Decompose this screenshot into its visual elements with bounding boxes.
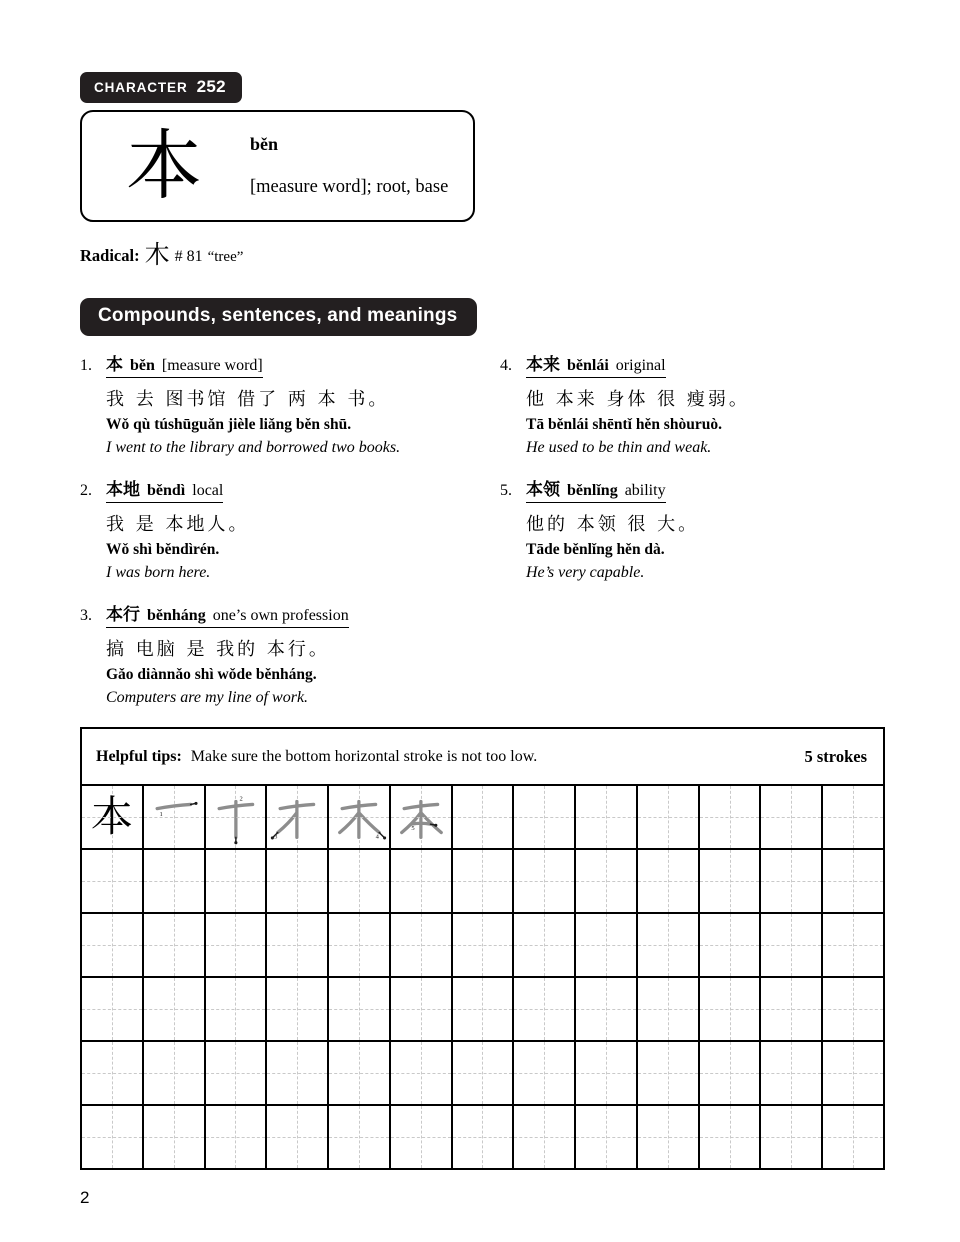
headword-english: one’s own profession [212, 607, 349, 624]
practice-cell[interactable] [761, 786, 823, 848]
sentence-english: He used to be thin and weak. [526, 439, 712, 456]
entry-headword [80, 350, 400, 378]
helpful-tips-text: Make sure the bottom horizontal stroke is not too low. [190, 747, 538, 765]
practice-cell[interactable] [761, 914, 823, 976]
headword-chinese: 本行 [106, 605, 140, 625]
practice-cell[interactable] [206, 1106, 268, 1168]
practice-grid-row [82, 1042, 883, 1106]
practice-cell[interactable] [576, 786, 638, 848]
helpful-tips-label: Helpful tips: [96, 747, 182, 765]
practice-cell[interactable] [823, 1106, 883, 1168]
headword-pinyin: běndì [147, 482, 186, 499]
character-badge [80, 72, 242, 103]
entry-headword-text [526, 475, 666, 503]
stroke-order-cell-5[interactable] [391, 786, 453, 848]
headword-pinyin: běnlái [567, 357, 609, 374]
practice-cell[interactable] [391, 978, 453, 1040]
stroke-order-cell-2[interactable] [206, 786, 268, 848]
stroke-order-cell-1[interactable] [144, 786, 206, 848]
svg-text:2: 2 [239, 795, 243, 803]
radical-gloss: “tree” [207, 249, 244, 265]
practice-grid [82, 786, 883, 1168]
practice-cell[interactable] [638, 1106, 700, 1168]
practice-cell[interactable] [206, 1042, 268, 1104]
character-badge-number: 252 [196, 77, 226, 96]
practice-cell[interactable] [576, 1106, 638, 1168]
practice-cell[interactable] [82, 914, 144, 976]
practice-cell[interactable] [823, 914, 883, 976]
sentence-english: I went to the library and borrowed two books. [106, 439, 401, 456]
compound-entry-1 [80, 350, 400, 457]
entry-number: 1. [80, 357, 92, 374]
entry-headword-text [526, 350, 666, 378]
practice-cell[interactable] [267, 978, 329, 1040]
practice-cell[interactable] [453, 978, 515, 1040]
character-pinyin: běn [250, 134, 279, 154]
practice-cell[interactable] [514, 914, 576, 976]
sentence-english: He’s very capable. [526, 564, 645, 581]
page-number: 2 [80, 1188, 90, 1207]
headword-chinese: 本 [106, 355, 123, 375]
practice-cell[interactable] [82, 850, 144, 912]
svg-text:4: 4 [375, 833, 379, 841]
compound-entry-4 [500, 350, 750, 457]
entry-headword [80, 600, 349, 628]
headword-pinyin: běnháng [147, 607, 206, 624]
svg-text:5: 5 [411, 825, 415, 833]
sentence-pinyin: Gǎo diànnǎo shì wǒde běnháng. [106, 666, 317, 683]
sentence-pinyin: Tā běnlái shēntǐ hěn shòuruò. [526, 416, 722, 433]
practice-cell[interactable] [638, 786, 700, 848]
practice-grid-row [82, 978, 883, 1042]
compound-entry-2 [80, 475, 249, 582]
entry-headword [80, 475, 249, 503]
radical-line [80, 240, 244, 269]
character-badge-label: CHARACTER [94, 80, 188, 95]
practice-grid-row [82, 1106, 883, 1168]
main-character-glyph: 本 [126, 121, 202, 210]
model-character-cell[interactable]: 本 [82, 786, 144, 848]
sentence-chinese: 他的 本领 很 大。 [526, 514, 700, 535]
practice-cell[interactable] [453, 914, 515, 976]
practice-cell[interactable] [638, 1042, 700, 1104]
entry-headword-text [106, 475, 223, 503]
entry-body [106, 635, 349, 707]
practice-cell[interactable] [144, 1106, 206, 1168]
practice-cell[interactable] [144, 850, 206, 912]
practice-cell[interactable] [82, 978, 144, 1040]
practice-cell[interactable] [391, 1106, 453, 1168]
practice-cell[interactable] [144, 914, 206, 976]
practice-cell[interactable] [576, 914, 638, 976]
character-meaning: [measure word]; root, base [250, 177, 449, 197]
practice-cell[interactable] [514, 1106, 576, 1168]
practice-cell[interactable] [391, 1042, 453, 1104]
practice-grid-row [82, 914, 883, 978]
stroke-order-cell-3[interactable] [267, 786, 329, 848]
headword-english: local [192, 482, 224, 499]
practice-grid-row [82, 786, 883, 850]
practice-cell[interactable] [453, 1042, 515, 1104]
practice-cell[interactable] [823, 850, 883, 912]
practice-cell[interactable] [82, 1042, 144, 1104]
entry-body [106, 385, 400, 457]
compound-entry-5 [500, 475, 699, 582]
sentence-chinese: 搞 电脑 是 我的 本行。 [106, 639, 330, 660]
sentence-pinyin: Tāde běnlǐng hěn dà. [526, 541, 665, 558]
practice-cell[interactable] [823, 786, 883, 848]
practice-cell[interactable] [329, 1042, 391, 1104]
compounds-banner: Compounds, sentences, and meanings [80, 298, 477, 336]
practice-cell[interactable] [638, 914, 700, 976]
character-card [80, 110, 475, 222]
headword-chinese: 本地 [106, 480, 140, 500]
entry-headword [500, 350, 750, 378]
practice-cell[interactable] [576, 850, 638, 912]
sentence-english: Computers are my line of work. [106, 689, 309, 706]
sentence-pinyin: Wǒ shì běndìrén. [106, 541, 220, 558]
radical-number: # 81 [174, 248, 203, 265]
helpful-tips-row [82, 729, 883, 786]
entry-number: 3. [80, 607, 92, 624]
practice-cell[interactable] [514, 786, 576, 848]
practice-cell[interactable] [761, 1042, 823, 1104]
practice-cell[interactable] [82, 1106, 144, 1168]
practice-cell[interactable] [453, 786, 515, 848]
practice-cell[interactable] [514, 850, 576, 912]
practice-cell[interactable] [700, 850, 762, 912]
practice-cell[interactable] [329, 978, 391, 1040]
radical-label: Radical: [80, 246, 140, 265]
entry-headword [500, 475, 699, 503]
practice-cell[interactable] [700, 1042, 762, 1104]
practice-cell[interactable] [638, 978, 700, 1040]
sentence-chinese: 他 本来 身体 很 瘦弱。 [526, 389, 750, 410]
practice-cell[interactable] [391, 850, 453, 912]
practice-cell[interactable] [267, 1106, 329, 1168]
entry-headword-text [106, 350, 263, 378]
sentence-chinese: 我 去 图书馆 借了 两 本 书。 [106, 389, 390, 410]
entry-number: 5. [500, 482, 512, 499]
practice-cell[interactable] [638, 850, 700, 912]
headword-english: original [615, 357, 666, 374]
svg-text:1: 1 [159, 810, 163, 818]
headword-chinese: 本领 [526, 480, 560, 500]
practice-cell[interactable] [823, 978, 883, 1040]
radical-glyph: 木 [144, 240, 170, 269]
headword-english: [measure word] [161, 357, 263, 374]
practice-cell[interactable] [576, 1042, 638, 1104]
headword-pinyin: běn [130, 357, 155, 374]
practice-cell[interactable] [206, 850, 268, 912]
stroke-order-cell-4[interactable] [329, 786, 391, 848]
entry-number: 2. [80, 482, 92, 499]
entry-body [526, 385, 750, 457]
entry-number: 4. [500, 357, 512, 374]
practice-cell[interactable] [267, 850, 329, 912]
practice-cell[interactable] [329, 1106, 391, 1168]
compound-entry-3 [80, 600, 349, 707]
svg-text:3: 3 [274, 833, 278, 841]
practice-cell[interactable] [761, 978, 823, 1040]
practice-cell[interactable] [329, 914, 391, 976]
headword-pinyin: běnlǐng [567, 482, 618, 499]
practice-cell[interactable] [144, 1042, 206, 1104]
practice-cell[interactable] [823, 1042, 883, 1104]
practice-cell[interactable] [514, 978, 576, 1040]
practice-cell[interactable] [206, 978, 268, 1040]
practice-cell[interactable] [761, 1106, 823, 1168]
entry-headword-text [106, 600, 349, 628]
practice-cell[interactable] [329, 850, 391, 912]
practice-grid-row [82, 850, 883, 914]
practice-cell[interactable] [267, 914, 329, 976]
headword-english: ability [624, 482, 666, 499]
practice-cell[interactable] [761, 850, 823, 912]
practice-cell[interactable] [391, 914, 453, 976]
practice-cell[interactable] [700, 914, 762, 976]
practice-cell[interactable] [144, 978, 206, 1040]
practice-cell[interactable] [514, 1042, 576, 1104]
practice-table [80, 727, 885, 1170]
stroke-count-label: 5 strokes [804, 746, 867, 766]
practice-cell[interactable] [453, 1106, 515, 1168]
practice-cell[interactable] [453, 850, 515, 912]
entry-body [106, 510, 249, 582]
practice-cell[interactable] [206, 914, 268, 976]
practice-cell[interactable] [700, 1106, 762, 1168]
practice-cell[interactable] [576, 978, 638, 1040]
practice-cell[interactable] [700, 978, 762, 1040]
sentence-english: I was born here. [106, 564, 211, 581]
headword-chinese: 本来 [526, 355, 560, 375]
entry-body [526, 510, 699, 582]
practice-cell[interactable] [700, 786, 762, 848]
sentence-pinyin: Wǒ qù túshūguǎn jièle liǎng běn shū. [106, 416, 352, 433]
sentence-chinese: 我 是 本地人。 [106, 514, 250, 535]
practice-cell[interactable] [267, 1042, 329, 1104]
